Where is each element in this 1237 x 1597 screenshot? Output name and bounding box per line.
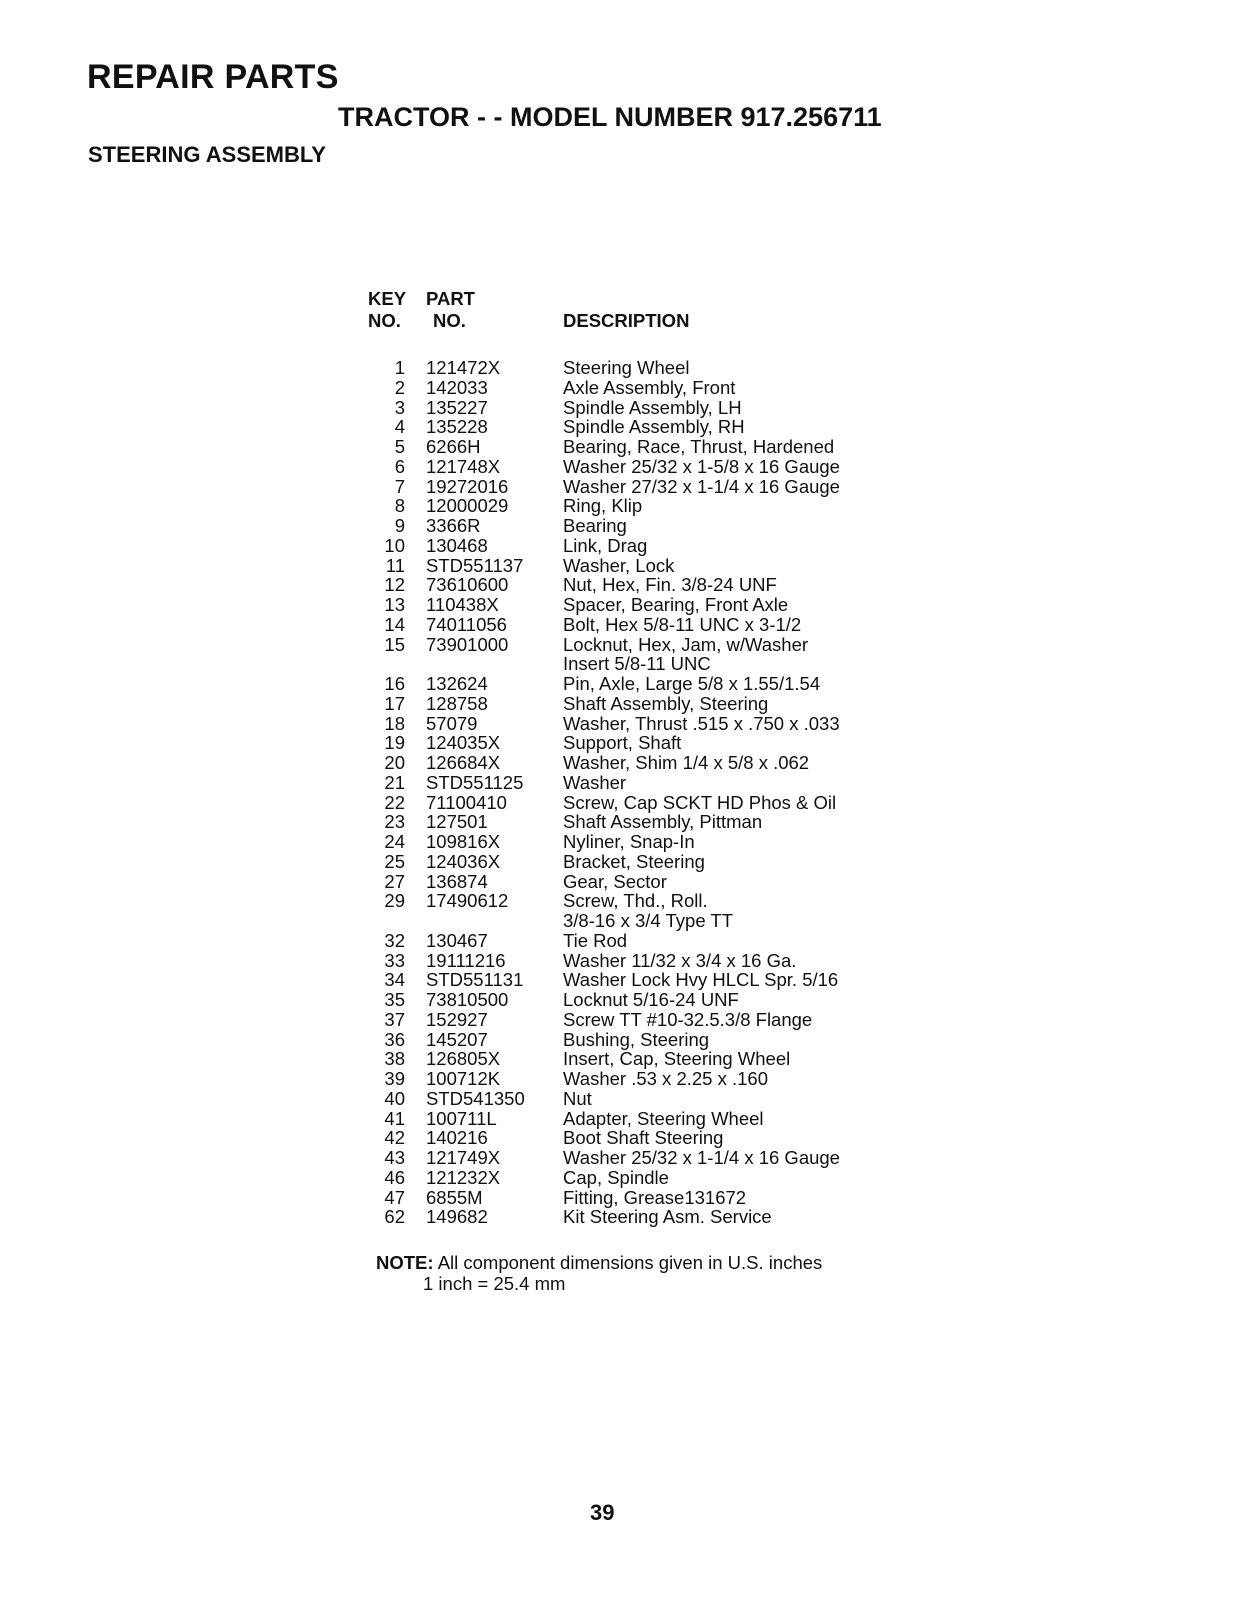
description-line: Spindle Assembly, LH bbox=[563, 396, 742, 418]
part-number: 140216 bbox=[426, 1127, 488, 1149]
key-number: 37 bbox=[384, 1008, 405, 1030]
part-description bbox=[563, 516, 627, 536]
parts-row bbox=[368, 595, 908, 615]
key-number: 16 bbox=[384, 673, 405, 694]
parts-row bbox=[368, 951, 908, 971]
part-number: 126805X bbox=[426, 1048, 501, 1070]
parts-row bbox=[368, 477, 908, 497]
part-description bbox=[563, 1049, 790, 1069]
part-number: 19272016 bbox=[426, 475, 509, 497]
key-number: 6 bbox=[394, 455, 405, 477]
description-line: Spacer, Bearing, Front Axle bbox=[563, 594, 789, 615]
key-number: 24 bbox=[384, 831, 405, 852]
part-description bbox=[563, 615, 801, 635]
part-number: 73810500 bbox=[426, 989, 509, 1010]
part-description bbox=[563, 1148, 840, 1168]
description-line: Screw TT #10-32.5.3/8 Flange bbox=[563, 1008, 813, 1030]
key-number: 12 bbox=[384, 574, 405, 596]
part-description bbox=[563, 536, 647, 556]
section-title: STEERING ASSEMBLY bbox=[88, 142, 326, 167]
part-number: 130467 bbox=[426, 929, 488, 951]
description-line: Steering Wheel bbox=[563, 357, 690, 378]
parts-row bbox=[368, 575, 908, 595]
part-description bbox=[563, 852, 705, 872]
part-description bbox=[563, 674, 820, 694]
part-number: STD551125 bbox=[426, 771, 524, 793]
parts-row bbox=[368, 872, 908, 892]
description-line: Kit Steering Asm. Service bbox=[563, 1206, 772, 1228]
part-number: 100712K bbox=[426, 1068, 501, 1089]
note-text-line1: All component dimensions given in U.S. inches bbox=[437, 1252, 823, 1273]
description-line: Support, Shaft bbox=[563, 732, 682, 754]
description-line: Adapter, Steering Wheel bbox=[563, 1107, 764, 1129]
parts-row bbox=[368, 793, 908, 813]
page-title: REPAIR PARTS bbox=[87, 58, 339, 96]
key-number: 21 bbox=[384, 771, 405, 793]
key-number: 35 bbox=[384, 989, 405, 1010]
part-number: 109816X bbox=[426, 831, 501, 852]
key-number: 39 bbox=[384, 1068, 405, 1089]
part-number: 121472X bbox=[426, 357, 501, 378]
part-number: 135228 bbox=[426, 416, 488, 438]
part-description bbox=[563, 575, 777, 595]
parts-row bbox=[368, 812, 908, 832]
key-number: 42 bbox=[384, 1127, 405, 1149]
part-description bbox=[563, 891, 733, 931]
part-description bbox=[563, 457, 840, 477]
part-number: STD551131 bbox=[426, 969, 524, 991]
parts-row bbox=[368, 615, 908, 635]
key-number: 20 bbox=[384, 752, 405, 773]
key-column-header-line2: NO. bbox=[368, 310, 401, 331]
parts-row bbox=[368, 1168, 908, 1188]
parts-row bbox=[368, 970, 908, 990]
description-line: 3/8-16 x 3/4 Type TT bbox=[563, 910, 734, 931]
key-number: 62 bbox=[384, 1206, 405, 1228]
parts-row bbox=[368, 832, 908, 852]
part-column-header-line1: PART bbox=[426, 288, 475, 309]
model-subtitle: TRACTOR - - MODEL NUMBER 917.256711 bbox=[338, 102, 882, 132]
key-number: 38 bbox=[384, 1048, 405, 1070]
key-number: 15 bbox=[384, 633, 405, 655]
description-line: Washer .53 x 2.25 x .160 bbox=[563, 1068, 768, 1089]
part-number: 121748X bbox=[426, 455, 501, 477]
part-description bbox=[563, 1207, 772, 1227]
part-number: 74011056 bbox=[426, 613, 507, 635]
key-number: 19 bbox=[384, 732, 405, 754]
part-description bbox=[563, 556, 674, 576]
part-number: 3366R bbox=[426, 515, 481, 536]
part-description bbox=[563, 358, 689, 378]
key-number: 13 bbox=[384, 594, 405, 615]
parts-row bbox=[368, 1069, 908, 1089]
description-line: Washer 27/32 x 1-1/4 x 16 Gauge bbox=[563, 475, 840, 497]
description-line: Nut bbox=[563, 1087, 592, 1109]
description-line: Locknut 5/16-24 UNF bbox=[563, 989, 739, 1010]
part-description bbox=[563, 733, 681, 753]
parts-row bbox=[368, 714, 908, 734]
parts-row bbox=[368, 1148, 908, 1168]
description-line: Spindle Assembly, RH bbox=[563, 416, 745, 438]
part-number: 142033 bbox=[426, 376, 488, 398]
parts-row bbox=[368, 556, 908, 576]
key-number: 2 bbox=[394, 376, 405, 398]
part-number: 130468 bbox=[426, 534, 488, 556]
parts-row bbox=[368, 398, 908, 418]
part-number: 19111216 bbox=[426, 949, 506, 971]
part-number: 127501 bbox=[426, 811, 488, 833]
description-line: Bolt, Hex 5/8-11 UNC x 3-1/2 bbox=[563, 613, 802, 635]
part-number: 100711L bbox=[426, 1107, 497, 1129]
description-line: Insert 5/8-11 UNC bbox=[563, 653, 711, 675]
description-line: Bearing, Race, Thrust, Hardened bbox=[563, 436, 835, 457]
parts-row bbox=[368, 635, 908, 675]
key-number: 41 bbox=[384, 1107, 405, 1129]
description-line: Washer, Thrust .515 x .750 x .033 bbox=[563, 712, 840, 734]
part-number: 110438X bbox=[426, 594, 499, 615]
key-number: 32 bbox=[384, 929, 405, 951]
description-line: Shaft Assembly, Pittman bbox=[563, 811, 763, 833]
part-number: 12000029 bbox=[426, 495, 509, 517]
part-description bbox=[563, 714, 840, 734]
description-line: Washer Lock Hvy HLCL Spr. 5/16 bbox=[563, 969, 839, 991]
description-line: Pin, Axle, Large 5/8 x 1.55/1.54 bbox=[563, 673, 821, 694]
part-description bbox=[563, 1168, 669, 1188]
part-number: STD541350 bbox=[426, 1087, 525, 1109]
part-description bbox=[563, 1069, 768, 1089]
part-description bbox=[563, 398, 742, 418]
part-column-header-line2: NO. bbox=[433, 310, 466, 331]
key-number: 43 bbox=[384, 1147, 405, 1168]
description-line: Ring, Klip bbox=[563, 495, 643, 517]
parts-row bbox=[368, 536, 908, 556]
key-number: 14 bbox=[384, 613, 405, 635]
parts-row bbox=[368, 1128, 908, 1148]
description-line: Washer 11/32 x 3/4 x 16 Ga. bbox=[563, 949, 797, 971]
parts-row bbox=[368, 753, 908, 773]
part-number: 121749X bbox=[426, 1147, 501, 1168]
parts-row bbox=[368, 1030, 908, 1050]
part-number: 73901000 bbox=[426, 633, 509, 655]
parts-row bbox=[368, 990, 908, 1010]
key-number: 9 bbox=[394, 515, 405, 536]
part-description bbox=[563, 437, 834, 457]
part-description bbox=[563, 1089, 592, 1109]
part-description bbox=[563, 1128, 723, 1148]
part-number: 124035X bbox=[426, 732, 501, 754]
part-number: 126684X bbox=[426, 752, 501, 773]
key-number: 7 bbox=[394, 475, 405, 497]
part-number: 149682 bbox=[426, 1206, 488, 1228]
part-description bbox=[563, 931, 627, 951]
key-number: 36 bbox=[384, 1028, 405, 1050]
key-number: 1 bbox=[394, 357, 405, 378]
part-number: 152927 bbox=[426, 1008, 488, 1030]
part-description bbox=[563, 496, 642, 516]
part-description bbox=[563, 951, 796, 971]
parts-row bbox=[368, 694, 908, 714]
parts-row bbox=[368, 437, 908, 457]
part-description bbox=[563, 595, 788, 615]
part-description bbox=[563, 1188, 746, 1208]
part-number: 135227 bbox=[426, 396, 488, 418]
part-number: 17490612 bbox=[426, 890, 509, 912]
key-number: 5 bbox=[394, 436, 405, 457]
description-line: Tie Rod bbox=[563, 929, 628, 951]
description-line: Bushing, Steering bbox=[563, 1028, 710, 1050]
part-description bbox=[563, 635, 808, 675]
part-number: 73610600 bbox=[426, 574, 509, 596]
key-number: 11 bbox=[385, 554, 405, 576]
parts-row bbox=[368, 496, 908, 516]
description-line: Axle Assembly, Front bbox=[563, 376, 736, 398]
description-line: Locknut, Hex, Jam, w/Washer bbox=[563, 633, 809, 655]
parts-row bbox=[368, 457, 908, 477]
description-line: Gear, Sector bbox=[563, 870, 667, 892]
key-number: 40 bbox=[384, 1087, 405, 1109]
key-number: 10 bbox=[384, 534, 405, 556]
description-line: Cap, Spindle bbox=[563, 1166, 669, 1188]
part-number: 136874 bbox=[426, 870, 488, 892]
key-number: 27 bbox=[384, 870, 405, 892]
key-number: 8 bbox=[394, 495, 405, 517]
part-description bbox=[563, 970, 838, 990]
description-line: Boot Shaft Steering bbox=[563, 1127, 724, 1149]
parts-row bbox=[368, 1089, 908, 1109]
part-number: 57079 bbox=[426, 712, 478, 734]
description-line: Fitting, Grease131672 bbox=[563, 1186, 747, 1208]
note-label: NOTE: bbox=[376, 1252, 434, 1273]
parts-row bbox=[368, 674, 908, 694]
part-description bbox=[563, 832, 695, 852]
note-text-line2: 1 inch = 25.4 mm bbox=[423, 1273, 566, 1294]
parts-row bbox=[368, 1207, 908, 1227]
part-number: 132624 bbox=[426, 673, 488, 694]
part-description bbox=[563, 477, 840, 497]
key-number: 25 bbox=[384, 850, 405, 872]
page-number: 39 bbox=[590, 1500, 615, 1525]
part-number: 6266H bbox=[426, 436, 481, 457]
description-line: Shaft Assembly, Steering bbox=[563, 692, 769, 714]
parts-row bbox=[368, 1188, 908, 1208]
part-description bbox=[563, 753, 809, 773]
description-line: Insert, Cap, Steering Wheel bbox=[563, 1048, 791, 1070]
description-line: Screw, Thd., Roll. bbox=[563, 890, 708, 912]
description-column-header: DESCRIPTION bbox=[563, 310, 690, 331]
part-description bbox=[563, 694, 768, 714]
parts-row bbox=[368, 516, 908, 536]
part-number: 145207 bbox=[426, 1028, 488, 1050]
key-number: 29 bbox=[384, 890, 405, 912]
part-description bbox=[563, 773, 626, 793]
key-number: 23 bbox=[384, 811, 405, 833]
key-column-header-line1: KEY bbox=[368, 288, 407, 309]
part-description bbox=[563, 872, 667, 892]
parts-row bbox=[368, 733, 908, 753]
key-number: 22 bbox=[384, 791, 405, 813]
description-line: Washer, Lock bbox=[563, 554, 675, 576]
description-line: Bearing bbox=[563, 515, 627, 536]
description-line: Washer bbox=[563, 771, 627, 793]
description-line: Washer 25/32 x 1-5/8 x 16 Gauge bbox=[563, 455, 840, 477]
description-line: Nyliner, Snap-In bbox=[563, 831, 695, 852]
key-number: 17 bbox=[384, 692, 405, 714]
parts-row bbox=[368, 891, 908, 931]
key-number: 18 bbox=[384, 712, 405, 734]
parts-row bbox=[368, 358, 908, 378]
key-number: 4 bbox=[394, 416, 405, 438]
description-line: Nut, Hex, Fin. 3/8-24 UNF bbox=[563, 574, 777, 596]
description-line: Washer 25/32 x 1-1/4 x 16 Gauge bbox=[563, 1147, 840, 1168]
key-number: 47 bbox=[384, 1186, 405, 1208]
key-number: 33 bbox=[384, 949, 405, 971]
description-line: Bracket, Steering bbox=[563, 850, 705, 872]
part-number: 121232X bbox=[426, 1166, 501, 1188]
part-description bbox=[563, 793, 836, 813]
key-number: 46 bbox=[384, 1166, 405, 1188]
part-description bbox=[563, 1109, 764, 1129]
description-line: Washer, Shim 1/4 x 5/8 x .062 bbox=[563, 752, 810, 773]
part-number: 124036X bbox=[426, 850, 501, 872]
parts-row bbox=[368, 1010, 908, 1030]
part-number: 6855M bbox=[426, 1186, 483, 1208]
parts-row bbox=[368, 931, 908, 951]
key-number: 34 bbox=[384, 969, 405, 991]
part-description bbox=[563, 417, 745, 437]
parts-row bbox=[368, 773, 908, 793]
parts-list bbox=[368, 358, 908, 1227]
part-number: 128758 bbox=[426, 692, 488, 714]
parts-row bbox=[368, 852, 908, 872]
part-description bbox=[563, 378, 735, 398]
part-description bbox=[563, 1010, 812, 1030]
part-number: 71100410 bbox=[426, 791, 507, 813]
parts-row bbox=[368, 1109, 908, 1129]
part-number: STD551137 bbox=[426, 554, 524, 576]
key-number: 3 bbox=[394, 396, 405, 418]
part-description bbox=[563, 812, 762, 832]
part-description bbox=[563, 990, 739, 1010]
dimension-note bbox=[376, 1252, 823, 1294]
part-description bbox=[563, 1030, 709, 1050]
description-line: Link, Drag bbox=[563, 534, 648, 556]
parts-row bbox=[368, 378, 908, 398]
parts-row bbox=[368, 1049, 908, 1069]
parts-row bbox=[368, 417, 908, 437]
description-line: Screw, Cap SCKT HD Phos & Oil bbox=[563, 791, 837, 813]
